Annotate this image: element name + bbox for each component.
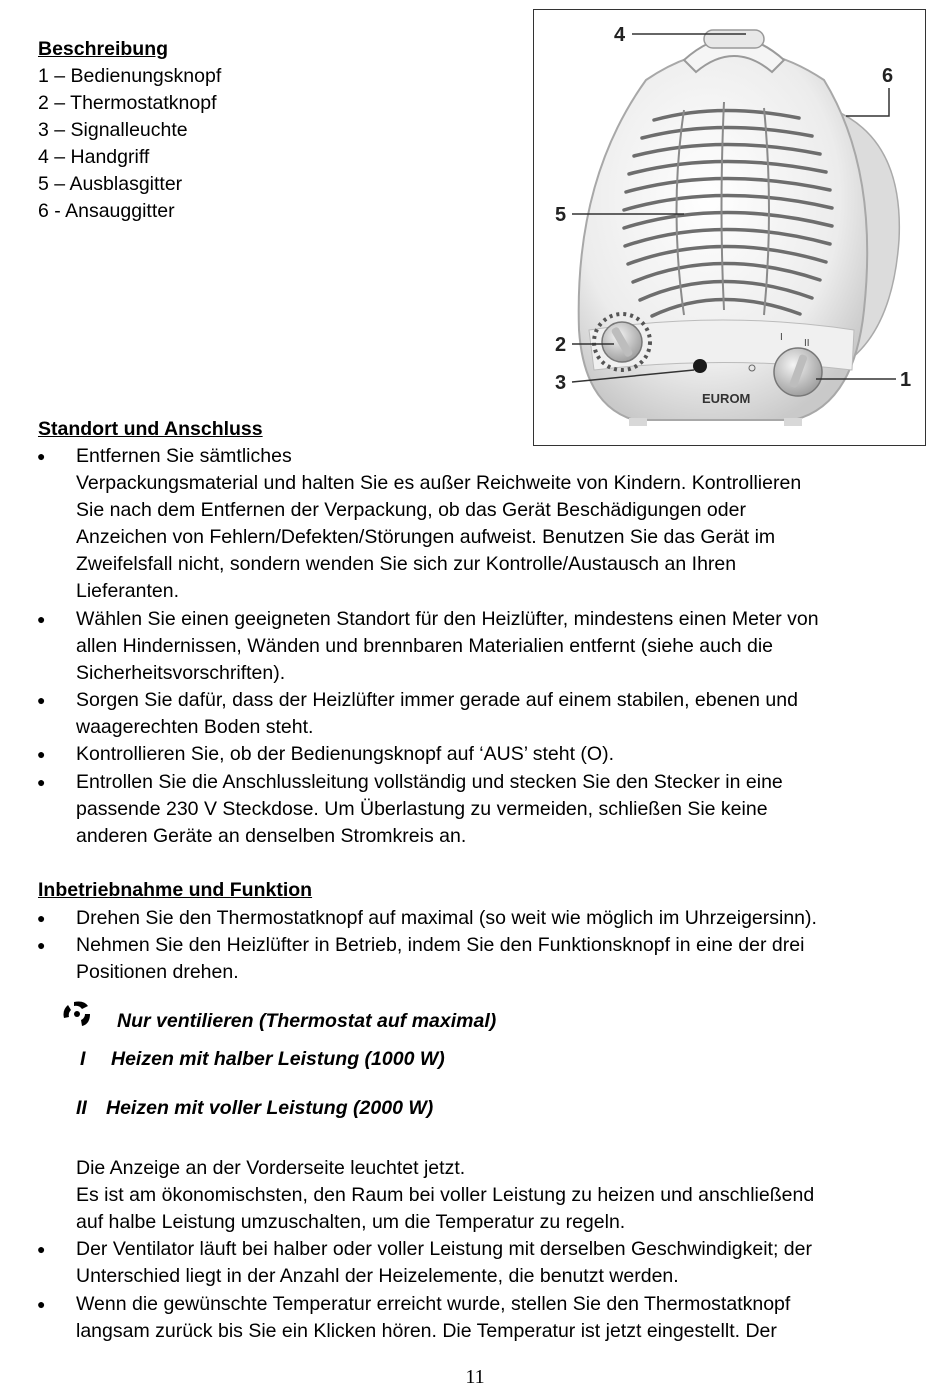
switch-mark: II bbox=[804, 338, 810, 349]
inbetrieb-heading: Inbetriebnahme und Funktion bbox=[38, 879, 313, 901]
switch-mark: I bbox=[780, 332, 783, 343]
callout-label: 5 bbox=[555, 204, 567, 226]
paragraph-line: Drehen Sie den Thermostatknopf auf maximal (so weit wie möglich im Uhrzeigersinn). bbox=[76, 907, 817, 929]
paragraph-line: allen Hindernissen, Wänden und brennbaren Materialien entfernt (siehe auch die bbox=[76, 635, 774, 657]
callout-label: 1 bbox=[900, 369, 912, 391]
mode-half-text: Heizen mit halber Leistung (1000 W) bbox=[111, 1048, 445, 1070]
paragraph-line: langsam zurück bis Sie ein Klicken hören. Die Temperatur ist jetzt eingestellt. Der bbox=[76, 1320, 777, 1342]
bullet-icon: ● bbox=[37, 746, 46, 762]
bullet-icon: ● bbox=[37, 448, 46, 464]
bullet-icon: ● bbox=[37, 1241, 46, 1257]
bullet-icon: ● bbox=[37, 611, 46, 627]
paragraph-line: anderen Geräte an denselben Stromkreis an. bbox=[76, 825, 467, 847]
paragraph-line: waagerechten Boden steht. bbox=[76, 716, 314, 738]
fan-icon bbox=[60, 1000, 94, 1028]
paragraph-line: Verpackungsmaterial und halten Sie es außer Reichweite von Kindern. Kontrollieren bbox=[76, 472, 802, 494]
description-item: 6 - Ansauggitter bbox=[38, 200, 175, 222]
paragraph-line: Sorgen Sie dafür, dass der Heizlüfter immer gerade auf einem stabilen, ebenen und bbox=[76, 689, 798, 711]
description-item: 4 – Handgriff bbox=[38, 146, 150, 168]
bullet-icon: ● bbox=[37, 692, 46, 708]
description-item: 3 – Signalleuchte bbox=[38, 119, 188, 141]
paragraph-line: Die Anzeige an der Vorderseite leuchtet jetzt. bbox=[76, 1157, 466, 1179]
mode-full-text: Heizen mit voller Leistung (2000 W) bbox=[106, 1097, 434, 1119]
mode-fan-text: Nur ventilieren (Thermostat auf maximal) bbox=[117, 1010, 497, 1032]
description-item: 2 – Thermostatknopf bbox=[38, 92, 217, 114]
paragraph-line: passende 230 V Steckdose. Um Überlastung zu vermeiden, schließen Sie keine bbox=[76, 798, 768, 820]
paragraph-line: Sicherheitsvorschriften). bbox=[76, 662, 286, 684]
brand-logo: EUROM bbox=[702, 391, 751, 406]
paragraph-line: Es ist am ökonomischsten, den Raum bei voller Leistung zu heizen und anschließend bbox=[76, 1184, 815, 1206]
paragraph-line: Entfernen Sie sämtliches bbox=[76, 445, 292, 467]
paragraph-line: Entrollen Sie die Anschlussleitung vollständig und stecken Sie den Stecker in eine bbox=[76, 771, 783, 793]
paragraph-line: Positionen drehen. bbox=[76, 961, 239, 983]
page-number: 11 bbox=[465, 1366, 485, 1388]
callout-label: 6 bbox=[882, 65, 894, 87]
callout-label: 4 bbox=[614, 24, 626, 46]
callout-label: 3 bbox=[555, 372, 567, 394]
bullet-icon: ● bbox=[37, 910, 46, 926]
description-heading: Beschreibung bbox=[38, 38, 169, 60]
bullet-icon: ● bbox=[37, 937, 46, 953]
mode-full-symbol: II bbox=[76, 1097, 87, 1119]
heater-figure bbox=[533, 9, 926, 446]
paragraph-line: Lieferanten. bbox=[76, 580, 179, 602]
heater-illustration bbox=[534, 10, 926, 446]
bullet-icon: ● bbox=[37, 1296, 46, 1312]
paragraph-line: auf halbe Leistung umzuschalten, um die Temperatur zu regeln. bbox=[76, 1211, 626, 1233]
mode-half-symbol: I bbox=[80, 1048, 86, 1070]
description-item: 1 – Bedienungsknopf bbox=[38, 65, 222, 87]
paragraph-line: Nehmen Sie den Heizlüfter in Betrieb, indem Sie den Funktionsknopf in eine der drei bbox=[76, 934, 805, 956]
paragraph-line: Unterschied liegt in der Anzahl der Heizelemente, die benutzt werden. bbox=[76, 1265, 679, 1287]
standort-heading: Standort und Anschluss bbox=[38, 418, 263, 440]
description-item: 5 – Ausblasgitter bbox=[38, 173, 183, 195]
callout-label: 2 bbox=[555, 334, 567, 356]
paragraph-line: Wählen Sie einen geeigneten Standort für den Heizlüfter, mindestens einen Meter von bbox=[76, 608, 819, 630]
paragraph-line: Anzeichen von Fehlern/Defekten/Störungen aufweist. Benutzen Sie das Gerät im bbox=[76, 526, 776, 548]
paragraph-line: Kontrollieren Sie, ob der Bedienungsknopf auf ‘AUS’ steht (O). bbox=[76, 743, 614, 765]
bullet-icon: ● bbox=[37, 774, 46, 790]
paragraph-line: Sie nach dem Entfernen der Verpackung, ob das Gerät Beschädigungen oder bbox=[76, 499, 746, 521]
paragraph-line: Der Ventilator läuft bei halber oder voller Leistung mit derselben Geschwindigkeit; der bbox=[76, 1238, 812, 1260]
paragraph-line: Zweifelsfall nicht, sondern wenden Sie sich zur Kontrolle/Austausch an Ihren bbox=[76, 553, 737, 575]
paragraph-line: Wenn die gewünschte Temperatur erreicht wurde, stellen Sie den Thermostatknopf bbox=[76, 1293, 791, 1315]
